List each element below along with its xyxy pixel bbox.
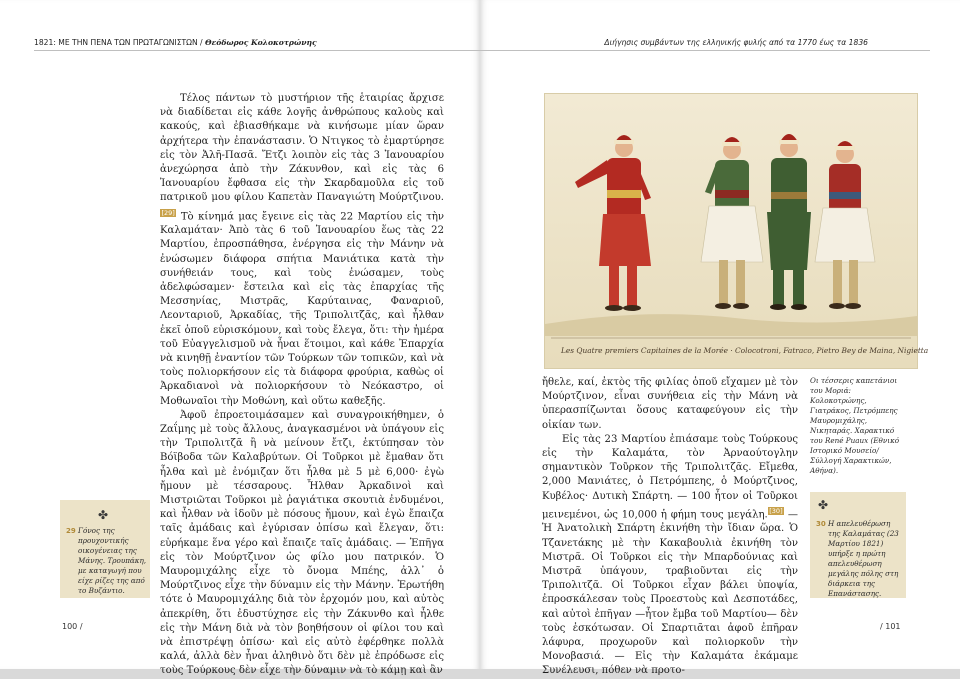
paragraph: Τέλος πάντων τὸ μυστήριον τῆς ἑταιρίας ἄρχισε νὰ διαδίδεται εἰς κάθε λογῆς ἀνθρώπους καλοὺς καὶ κακούς, καὶ ἐβιασθήκαμε νὰ κινήσωμε μίαν ὥραν ἀρχήτερα τὴν ἐπανάστασιν. Ὁ Ντιγκος τὸ ἐμαρτύρησε εἰς τὸν Ἀλῆ-Πασᾶ. Ἔτζι λοιπὸν εἰς τὰς 3 Ἰανουαρίου ἀνεχώρησα ἀπὸ τὴν Ζάκυνθον, καὶ εἰς τὰς 6 Ἰανουαρίου ἔφθασα εἰς τὴν Σκαρδαμοῦλα εἰς τοῦ πατρικοῦ μου φίλου Καπετὰν Παναγιώτη Μούρτζινου.[29] Τὸ κίνημά μας ἔγεινε εἰς τὰς 22 Μαρτίου εἰς τὴν Καλαμάταν· Ἀπὸ τὰς 6 τοῦ Ἰανουαρίου ἕως τὰς 22 Μαρτίου, ἐπροσπάθησα, ἐνέργησα εἰς τὴν Μάνην νὰ ἐνώσωμεν διάφορα σπήτια Μανιάτικα κατὰ τὴν συνήθειάν τους, καὶ τοὺς ἐνώσαμεν, τοὺς ἀδελφώσαμεν· ἔστειλα καὶ εἰς τὰς ἐπαρχίας τῆς Μεσσηνίας, Μιστρᾶς, Καρύταινας, Φαναριοῦ, Λεονταριοῦ, Ἀρκαδίας, τῆς Τριπολιτζᾶς, καὶ ἦλθαν ἐκεῖ ὁποῦ εὑρισκόμουν, καὶ τοὺς ἔλεγα, ὅτι: τὴν ἡμέρα τοῦ Εὐαγγελισμοῦ νὰ ἦναι ἕτοιμοι, καὶ κάθε Ἐπαρχία νὰ κινηθῇ ἐναντίον τῶν Τούρκων τῶν τοπικῶν, καὶ νὰ τοὺς πολιορκήσουν εἰς τὰ διάφορα φρούρια, καθὼς οἱ Ἀρκαδιανοὶ νὰ πολιορκήσουν τὸ Νεόκαστρο, οἱ Μοθωναῖοι τὴν Μοθώνη, καὶ οὕτω καθεξῆς. [160, 93, 444, 407]
left-body-text [160, 92, 444, 679]
left-page-number: 100 / [62, 622, 83, 631]
series-title: 1821: ΜΕ ΤΗΝ ΠΕΝΑ ΤΩΝ ΠΡΩΤΑΓΩΝΙΣΤΩΝ [34, 38, 198, 47]
paragraph: Ἀφοῦ ἐπροετοιμάσαμεν καὶ συναγροικήθημεν, ὁ Ζαΐμης μὲ τοὺς ἄλλους, ἀναγκασμένοι νὰ ὑπάγουν εἰς τὴν Τριπολιτζᾶ ἢ νὰ μείνουν ἔτζι, ἐκτύπησαν τὸν Βόϊβοδα τῶν Καλαβρύτων. Οἱ Τοῦρκοι μὲ ἔμαθαν ὅτι ἦλθα καὶ μὲ ἐνόμιζαν ὅτι ἦλθα μὲ 5 μὲ 6,000· ἐγὼ ἤμουν μὲ τέσσαρους. Ἦλθαν Ἀρκαδινοὶ καὶ Μιστριῶται Τοῦρκοι μὲ ῥαγιάτικα σκουτιὰ ἐνδυμένοι, καὶ ἦλθαν νὰ ἰδοῦν μὲ πόσους ἤμουν, καὶ ἐγὼ ἔπαιζα ταῖς ἀμάδαις καὶ ἐγύρισαν ὀπίσω καὶ ἔλεγαν, ὅτι: εὑρήκαμε ἕνα γέρο καὶ ἔπαιζε ταῖς ἀμάδαις. — Ἐπῆγα εἰς τὸν Μούρτζινον ὡς φίλο μου πατρικόν. Ὁ Μαυρομιχάλης εἶχε τὸ ὄνομα Μπέης, ἀλλ᾽ ὁ Μούρτζινος εἶχε τὴν δύναμιν εἰς τὴν Μάνην. Ἐρωτήθη τότε ὁ Μαυρομιχάλης διὰ τὸν ἐρχομόν μου, καὶ αὐτὸς ἀπεκρίθη, ὅτι ἐδυστύχησε εἰς τὴν Ζάκυνθο καὶ ἦλθε εἰς τὴν Μάνη διὰ νὰ τὸν βοηθήσουν οἱ φίλοι του καὶ νὰ ἐπιστρέψῃ ὀπίσω· καὶ εἰς αὐτὸ ἐφέρθηκε πολλὰ καλά, ἀλλὰ δὲν ἦναι ἀληθινὸ ὅτι δὲν μὲ ἐπρόδωσε εἰς τοὺς Τούρκους δὲν εἶχε τὴν δύναμιν νὰ τὸ κάμῃ καὶ ἂν [160, 409, 444, 677]
left-running-header: 1821: ΜΕ ΤΗΝ ΠΕΝΑ ΤΩΝ ΠΡΩΤΑΓΩΝΙΣΤΩΝ / Θεόδωρος Κολοκοτρώνης [34, 38, 317, 47]
author-name: Θεόδωρος Κολοκοτρώνης [205, 38, 317, 47]
note-number: 29 [66, 527, 76, 535]
fleuron-icon: ✤ [98, 508, 109, 522]
paragraph: ἤθελε, καί, ἐκτὸς τῆς φιλίας ὁποῦ εἴχαμεν μὲ τὸν Μούρτζινον, εἶναι συνήθεια εἰς τὴν Μάνη νὰ ὑπερασπίζωνται ὅσους καταφεύγουν εἰς τὴν οἰκίαν των. [542, 377, 798, 431]
engraving-plate [544, 93, 929, 369]
note-text: Η απελευθέρωση της Καλαμάτας (23 Μαρτίου 1821) υπήρξε η πρώτη απελευθέρωση μεγάλης πόλης στη διάρκεια της Επανάστασης. [828, 519, 899, 598]
left-page [0, 0, 480, 677]
right-running-header: Διήγησις συμβάντων της ελληνικής φυλής από τα 1770 έως τα 1836 [604, 38, 868, 47]
side-note-29 [60, 500, 150, 598]
side-note-30 [810, 492, 906, 598]
figure-caption: Οι τέσσερις καπετάνιοι του Μοριά: Κολοκοτρώνης, Γιατράκος, Πετρόμπεης Μαυρομιχάλης, Νικηταράς. Χαρακτικό του René Puaux (Εθνικό Ιστορικό Μουσείο/Σύλλογή Χαρακτικών, Αθήνα). [810, 376, 900, 475]
right-page [480, 0, 960, 677]
four-captains-illustration [545, 94, 917, 368]
paragraph: Εἰς τὰς 23 Μαρτίου ἐπιάσαμε τοὺς Τούρκους εἰς τὴν Καλαμάτα, τὸν Ἀρναούτογλην σημαντικὸν Τοῦρκον τῆς Τριπολιτζᾶς. Εἴμεθα, 2,000 Μανιάτες, ὁ Πετρόμπεης, ὁ Μούρτζινος, Κυβέλος· Δυτικὴ Σπάρτη. — 100 ἦτον οἱ Τοῦρκοι μεινεμένοι, ὡς 10,000 ἡ φήμη τους μεγάλη. [30] — Ἡ Ἀνατολικὴ Σπάρτη ἐκινήθη τὴν ἴδιαν ὥρα. Ὁ Τζανετάκης μὲ τὴν Κακαβουλιὰ ἐκινήθη τὸν Μιστρᾶ. Οἱ Τοῦρκοι εἰς τὴν Μπαρδούνιας καὶ Μιστρᾶ ὑπάγουν, τραβιοῦνται εἰς τὴν Τριπολιτζᾶ. Οἱ Τοῦρκοι εἶχαν βάλει ὑποψία, ἐπροσκάλεσαν τοὺς Προεστοὺς καὶ Δεσποτάδες, καὶ αὐτοὶ ἐπῆγαν —ἦτον ἔμβα τοῦ Μαρτίου— δὲν τοὺς ἐσκότωσαν. Οἱ Σπαρτιᾶται ἀφοῦ ἐπῆραν λάφυρα, προχωροῦν καὶ πολιορκοῦν τὴν Μονοβασιά. — Εἰς τὴν Καλαμάτα ἐκάμαμε Συνέλευσι, πόθεν νὰ προτο- [542, 433, 798, 677]
right-body-text [542, 376, 798, 679]
right-page-number: / 101 [880, 622, 901, 631]
note-text: Γόνος της προυχοντικής οικογένειας της Μάνης. Τρουπάκη, με καταγωγή που είχε ρίζες της από το Βυζάντιο. [78, 526, 147, 595]
note-number: 30 [816, 520, 826, 528]
header-rule [480, 50, 930, 51]
footnote-ref-29[interactable]: [29] [161, 208, 175, 217]
fleuron-icon: ✤ [818, 498, 829, 512]
plate-inscription: Les Quatre premiers Capitaines de la Morée · Colocotroni, Fatraco, Pietro Bey de Maina, Nigietta [561, 346, 929, 355]
footnote-ref-30[interactable]: [30] [769, 506, 783, 515]
header-rule [34, 50, 480, 51]
